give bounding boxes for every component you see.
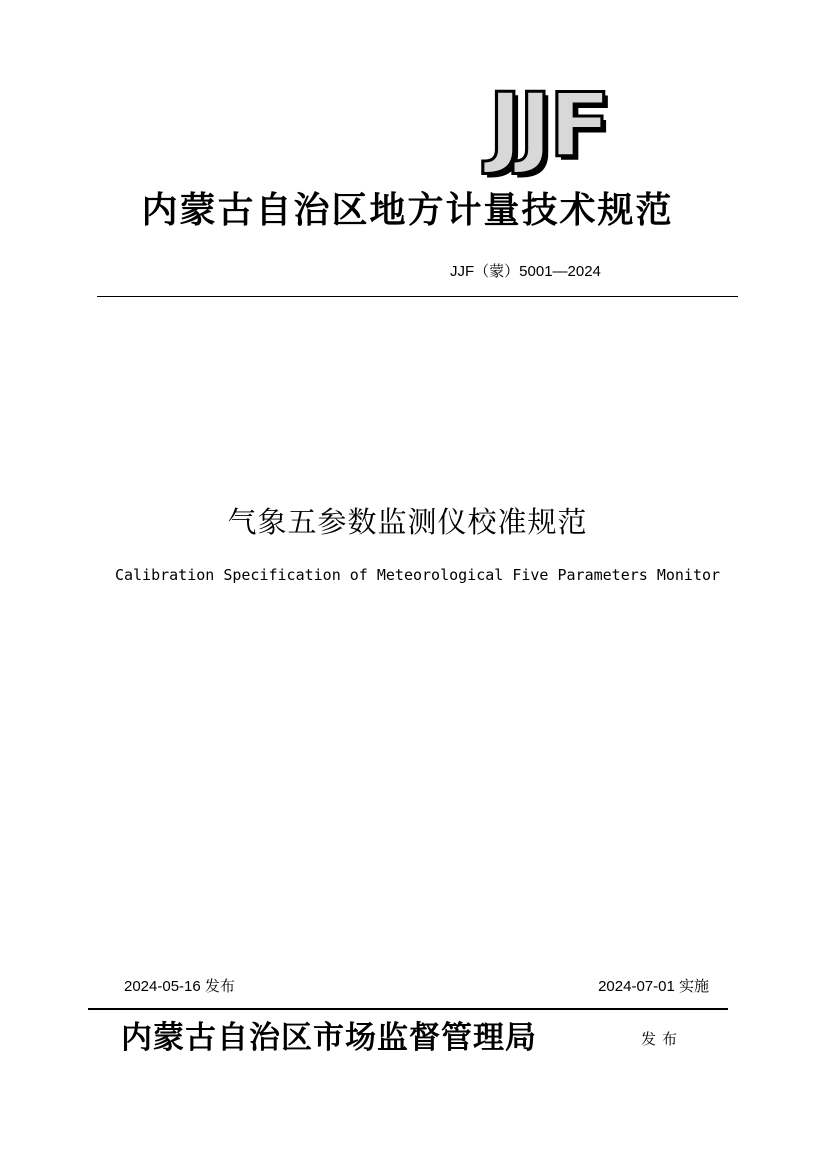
bottom-divider [88,1008,728,1010]
implementation-date: 2024-07-01 实施 [598,978,709,995]
document-number: JJF（蒙）5001—2024 [450,263,601,280]
document-title-en: Calibration Specification of Meteorological Five Parameters Monitor [114,566,721,584]
top-divider [97,296,738,297]
jjf-logo: JJF [488,74,608,177]
document-title-cn: 气象五参数监测仪校准规范 [227,505,588,539]
org-title: 内蒙古自治区地方计量技术规范 [141,189,674,231]
publisher-name: 内蒙古自治区市场监督管理局 [121,1020,537,1056]
issue-date: 2024-05-16 发布 [124,978,235,995]
publish-label: 发布 [641,1030,684,1048]
